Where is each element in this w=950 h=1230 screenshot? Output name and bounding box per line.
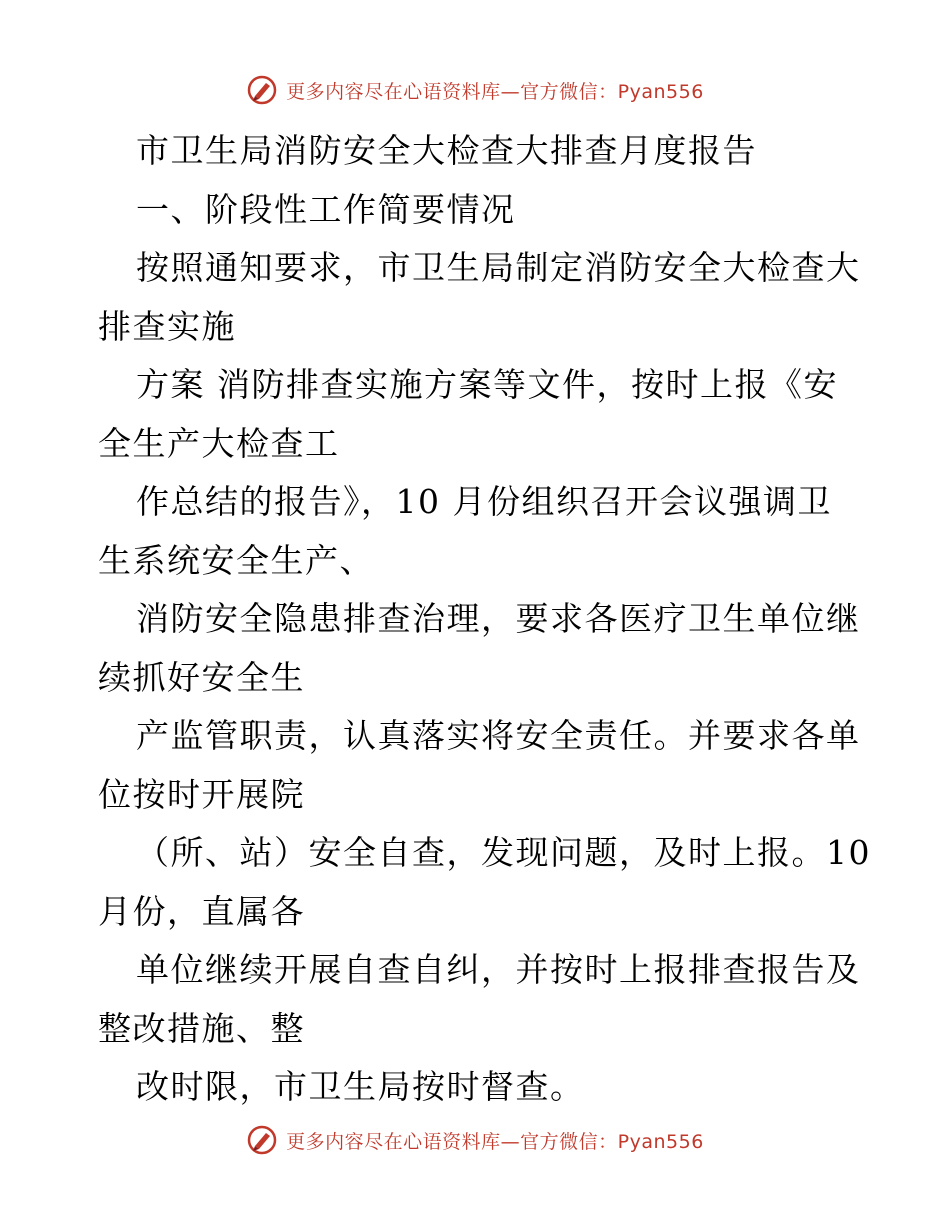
document-title: 市卫生局消防安全大检查大排查月度报告 [136,131,757,170]
paragraph-line: 续抓好安全生 [98,657,305,697]
header-watermark-text: 更多内容尽在心语资料库—官方微信：Pyan556 [286,80,704,103]
paragraph-line: 作总结的报告》，10 月份组织召开会议强调卫 [136,482,832,521]
paragraph-line: 方案 消防排查实施方案等文件，按时上报《安 [136,365,838,404]
header-watermark-banner [0,70,950,110]
paragraph-line: 消防安全隐患排查治理，要求各医疗卫生单位继 [136,599,861,638]
footer-watermark-banner [0,1120,950,1160]
paragraph-line: 月份，直属各 [98,891,305,931]
paragraph-line: 改时限，市卫生局按时督查。 [136,1067,585,1106]
paragraph-line: 整改措施、整 [98,1008,305,1048]
paragraph-line: 产监管职责，认真落实将安全责任。并要求各单 [136,716,861,755]
section-heading: 一、阶段性工作简要情况 [136,189,516,229]
footer-watermark-text: 更多内容尽在心语资料库—官方微信：Pyan556 [286,1130,704,1153]
pen-logo-icon [246,74,278,106]
pen-logo-icon [246,1124,278,1156]
paragraph-line: 生系统安全生产、 [98,540,374,580]
paragraph-line: 位按时开展院 [98,774,305,814]
paragraph-line: 单位继续开展自查自纠，并按时上报排查报告及 [136,950,861,989]
paragraph-line: 按照通知要求，市卫生局制定消防安全大检查大 [136,248,861,287]
paragraph-line: 全生产大检查工 [98,423,340,463]
paragraph-line: （所、站）安全自查，发现问题，及时上报。10 [136,833,871,872]
document-body [98,122,871,1117]
paragraph-line: 排查实施 [98,306,236,346]
